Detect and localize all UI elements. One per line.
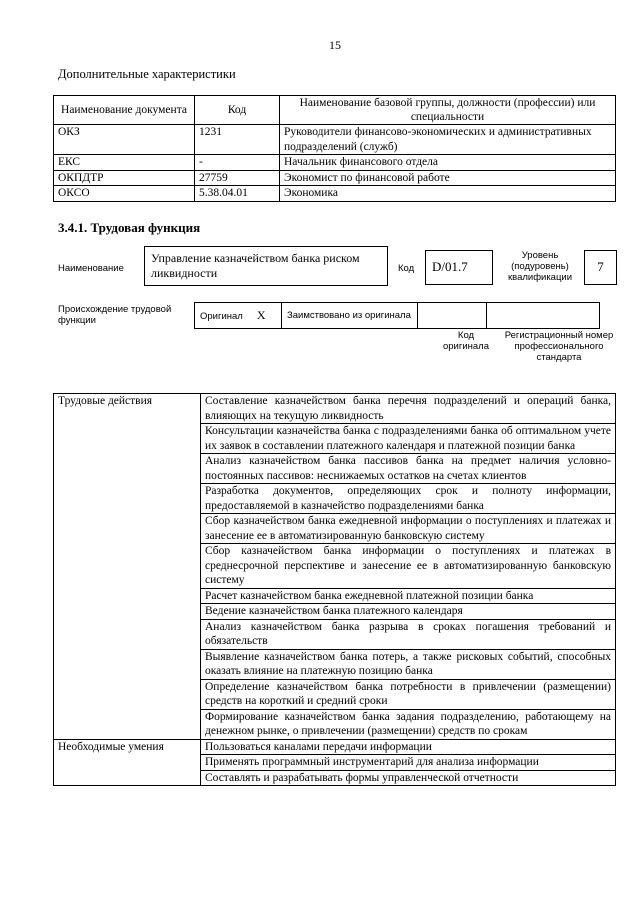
original-label: Оригинал: [200, 310, 243, 322]
action-item: Ведение казначейством банка платежного календаря: [201, 604, 616, 620]
column-header: Код: [195, 96, 280, 125]
table-cell: Экономика: [280, 186, 616, 202]
skills-label-cell: Необходимые умения: [54, 739, 201, 786]
code-original-caption: Код оригинала: [442, 330, 489, 352]
action-item: Расчет казначейством банка ежедневной платежной позиции банка: [201, 588, 616, 604]
table-row: [54, 155, 616, 171]
table-cell: ОКСО: [54, 186, 195, 202]
original-cell: [195, 303, 282, 329]
table-row: [54, 125, 616, 155]
action-item: Разработка документов, определяющих срок и полноту информации, предоставляемой в казначейство подразделениями банка: [201, 484, 616, 514]
action-item: Выявление казначейством банка потерь, а также рисковых событий, способных оказать влияние на платежную позицию банка: [201, 649, 616, 679]
table-cell: -: [195, 155, 280, 171]
action-item: Формирование казначейством банка задания подразделению, работающему на денежном рынке, о привлечении (размещении) средств по срокам: [201, 709, 616, 739]
table-cell: 1231: [195, 125, 280, 155]
table-cell: Руководители финансово-экономических и административных подразделений (служб): [280, 125, 616, 155]
table-cell: Начальник финансового отдела: [280, 155, 616, 171]
action-item: Анализ казначейством банка пассивов банка на предмет наличия условно-постоянных пассивов: неснижаемых остатков на счетах клиентов: [201, 454, 616, 484]
section-title: Дополнительные характеристики: [58, 67, 236, 81]
table-cell: ОКПДТР: [54, 170, 195, 186]
qualification-level-label: Уровень (подуровень) квалификации: [507, 250, 573, 283]
function-details-table: [53, 393, 616, 786]
action-item: Сбор казначейством банка информации о поступлениях и платежах в среднесрочной перспективе и занесение ее в автоматизированную банковскую систему: [201, 544, 616, 589]
actions-label-cell: Трудовые действия: [54, 394, 201, 740]
table-header-row: [54, 96, 616, 125]
skill-item: Применять программный инструментарий для анализа информации: [201, 755, 616, 771]
table-cell: ОКЗ: [54, 125, 195, 155]
action-item: Анализ казначейством банка разрыва в сроках погашения требований и обязательств: [201, 619, 616, 649]
origin-label: Происхождение трудовой функции: [58, 304, 172, 326]
reg-number-caption: Регистрационный номер профессионального стандарта: [504, 330, 614, 363]
action-item: Сбор казначейством банка ежедневной информации о поступлениях и платежах и занесение ее в автоматизированную банковскую систему: [201, 514, 616, 544]
skill-item: Пользоваться каналами передачи информации: [201, 739, 616, 755]
action-item: Определение казначейством банка потребности в привлечении (размещении) средств на короткий и средний сроки: [201, 679, 616, 709]
reg-number-cell: [487, 303, 600, 329]
action-item: Консультации казначейства банка с подразделениями банка об оптимальном учете их заявок в составлении платежного календаря и платежной позиции банка: [201, 424, 616, 454]
qualification-level-field: 7: [584, 250, 617, 285]
name-label: Наименование: [58, 263, 124, 274]
function-code-field: D/01.7: [425, 250, 493, 285]
labor-function-heading: 3.4.1. Трудовая функция: [58, 220, 201, 235]
borrowed-cell: Заимствовано из оригинала: [282, 303, 418, 329]
table-row: [54, 394, 616, 424]
table-row: [54, 186, 616, 202]
column-header: Наименование базовой группы, должности (профессии) или специальности: [280, 96, 616, 125]
table-cell: 5.38.04.01: [195, 186, 280, 202]
table-row: [54, 739, 616, 755]
code-original-cell: [418, 303, 487, 329]
action-item: Составление казначейством банка перечня подразделений и операций банка, влияющих на текущую ликвидность: [201, 394, 616, 424]
page-number: 15: [329, 38, 341, 52]
additional-characteristics-table: [53, 95, 616, 202]
table-cell: 27759: [195, 170, 280, 186]
table-cell: ЕКС: [54, 155, 195, 171]
original-mark: X: [256, 307, 266, 322]
column-header: Наименование документа: [54, 96, 195, 125]
table-cell: Экономист по финансовой работе: [280, 170, 616, 186]
skill-item: Составлять и разрабатывать формы управленческой отчетности: [201, 770, 616, 786]
origin-table: [194, 302, 600, 329]
table-row: [54, 170, 616, 186]
function-name-field: Управление казначейством банка риском ликвидности: [144, 246, 388, 286]
origin-row: [195, 303, 600, 329]
code-label: Код: [398, 263, 415, 274]
